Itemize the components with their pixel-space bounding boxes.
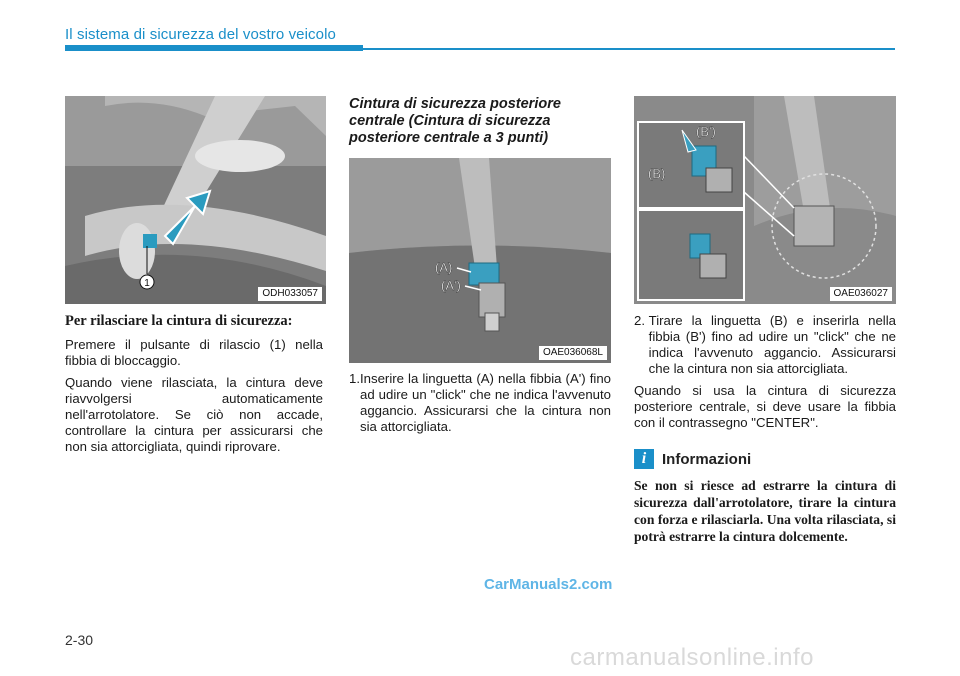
release-buckle-illustration [65,96,326,304]
figure-code-left: ODH033057 [258,287,322,301]
label-b: (B) [648,166,666,181]
figure-code-right: OAE036027 [830,287,893,301]
label-a: (A) [435,260,453,275]
figure-rear-center-buckle-detail [634,96,896,304]
section-title-rear-center-belt: Cintura di sicurezza posteriore centrale (Cintura di sicurezza posteriore centrale a 3 punti) [349,96,561,146]
header-rule-thin [363,48,895,50]
label-a-prime: (A') [441,278,461,293]
info-icon: i [634,449,654,469]
figure-code-middle: OAE036068L [539,346,607,360]
column-right-text [634,313,896,545]
info-text: Se non si riesce ad estrarre la cintura di sicurezza dall'arrotolatore, tirare la cintura con forza e rilasciarla. Una volta rilasciata, si potrà estrarre la cintura dolcemente. [634,478,896,544]
figure-rear-center-belt [349,158,611,363]
label-b-prime: (B') [696,124,716,139]
step-1 [349,371,611,435]
figure-callout-1: 1 [144,278,150,289]
header-rule-thick [65,45,363,51]
step-2 [634,313,896,377]
release-paragraph-2: Quando viene rilasciata, la cintura deve riavvolgersi automaticamente nell'arrotolatore. Se ciò non accade, controllare la cintura per assicurarsi che non sia attorcigliata, quindi riprovare. [65,375,323,454]
center-buckle-paragraph: Quando si usa la cintura di sicurezza posteriore centrale, si deve usare la fibbia con il contrassegno "CENTER". [634,383,896,430]
buckle-detail-illustration [634,96,896,304]
info-title: Informazioni [662,450,752,468]
watermark-carmanualsonline: carmanualsonline.info [570,644,814,671]
step-2-number: 2. [634,313,649,328]
column-left-text [65,313,323,461]
column-middle-steps [349,371,611,435]
step-1-text: Inserire la linguetta (A) nella fibbia (A') fino ad udire un "click" che ne indica l'avvenuto aggancio. Assicurarsi che la cintura non sia attorcigliata. [360,371,611,434]
release-heading: Per rilasciare la cintura di sicurezza: [65,313,293,329]
rear-center-belt-illustration [349,158,611,363]
section-header-title: Il sistema di sicurezza del vostro veicolo [65,26,336,43]
step-2-text: Tirare la linguetta (B) e inserirla nella fibbia (B') fino ad udire un "click" che ne indica l'avvenuto aggancio. Assicurarsi che la cintura non sia attorcigliata. [648,313,896,376]
column-middle-title [349,96,611,147]
page-number: 2-30 [65,632,94,648]
figure-release-buckle [65,96,326,304]
info-header [634,449,896,469]
watermark-carmanuals2: CarManuals2.com [484,576,613,593]
step-1-number: 1. [349,371,360,386]
release-paragraph-1: Premere il pulsante di rilascio (1) nella fibbia di bloccaggio. [65,337,323,368]
